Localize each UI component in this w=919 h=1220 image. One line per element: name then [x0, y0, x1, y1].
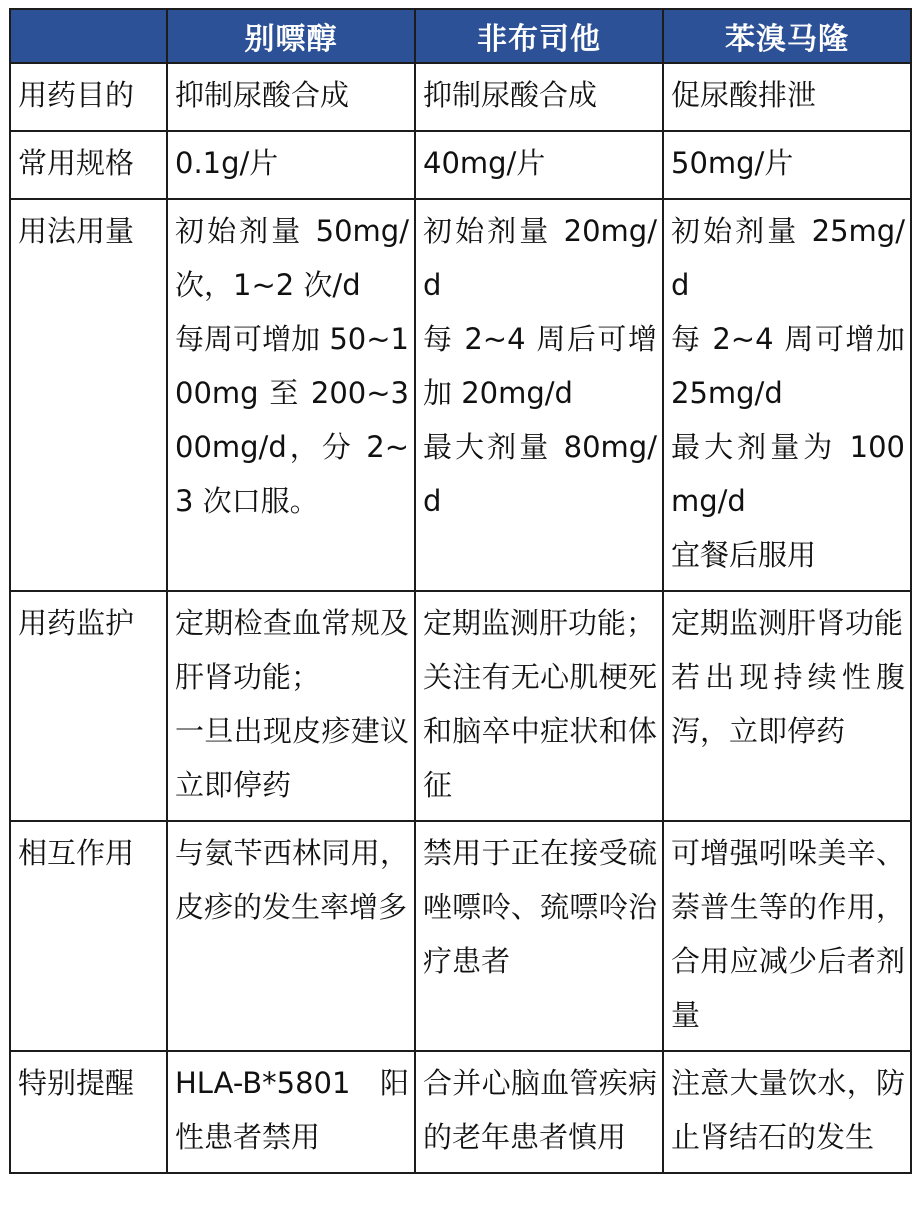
- cell-line: 最大剂量 80mg/d: [423, 430, 657, 518]
- cell-line: 禁用于正在接受硫唑嘌呤、巯嘌呤治疗患者: [423, 836, 657, 978]
- row-label-specification: 常用规格: [10, 131, 167, 199]
- cell-line: 宜餐后服用: [671, 538, 817, 572]
- table-row: [10, 131, 911, 199]
- cell-line: HLA-B*5801 阳性患者禁用: [175, 1066, 409, 1154]
- cell-line: 50mg/片: [671, 146, 794, 180]
- row-label-dosage: 用法用量: [10, 199, 167, 591]
- table-cell: [167, 131, 415, 199]
- table-cell: [415, 821, 663, 1051]
- cell-line: 促尿酸排泄: [671, 78, 817, 112]
- cell-line: 定期监测肝功能；: [423, 606, 656, 640]
- table-cell: [663, 821, 911, 1051]
- table-cell: [167, 591, 415, 821]
- cell-line: 0.1g/片: [175, 146, 279, 180]
- cell-line: 合并心脑血管疾病的老年患者慎用: [423, 1066, 657, 1154]
- table-cell: [167, 821, 415, 1051]
- table-row: [10, 821, 911, 1051]
- table-cell: [167, 63, 415, 131]
- table-cell: [663, 131, 911, 199]
- cell-line: 初始剂量 25mg/d: [671, 214, 905, 302]
- cell-line: 每周可增加 50~100mg 至 200~300mg/d，分 2~3 次口服。: [175, 322, 409, 518]
- row-label-special-reminder: 特别提醒: [10, 1051, 167, 1173]
- cell-line: 关注有无心肌梗死和脑卒中症状和体征: [423, 660, 657, 802]
- cell-line: 最大剂量为 100mg/d: [671, 430, 905, 518]
- table-cell: [663, 1051, 911, 1173]
- table-cell: [167, 199, 415, 591]
- table-cell: [415, 131, 663, 199]
- table-cell: [663, 591, 911, 821]
- cell-line: 一旦出现皮疹建议立即停药: [175, 714, 409, 802]
- cell-line: 初始剂量 20mg/d: [423, 214, 657, 302]
- header-febuxostat: 非布司他: [415, 9, 663, 63]
- cell-line: 与氨苄西林同用，皮疹的发生率增多: [175, 836, 409, 924]
- table-cell: [415, 63, 663, 131]
- header-allopurinol: 别嘌醇: [167, 9, 415, 63]
- table-cell: [415, 1051, 663, 1173]
- table-row: [10, 591, 911, 821]
- drug-comparison-table: [9, 8, 912, 1174]
- cell-line: 可增强吲哚美辛、萘普生等的作用，合用应减少后者剂量: [671, 836, 905, 1032]
- header-corner: [10, 9, 167, 63]
- table-row: [10, 63, 911, 131]
- cell-line: 定期监测肝肾功能: [671, 606, 904, 640]
- header-benzbromarone: 苯溴马隆: [663, 9, 911, 63]
- header-row: [10, 9, 911, 63]
- cell-line: 注意大量饮水，防止肾结石的发生: [671, 1066, 905, 1154]
- table-cell: [663, 63, 911, 131]
- cell-line: 40mg/片: [423, 146, 546, 180]
- cell-line: 若出现持续性腹泻，立即停药: [671, 660, 905, 748]
- row-label-purpose: 用药目的: [10, 63, 167, 131]
- cell-line: 抑制尿酸合成: [175, 78, 350, 112]
- table-cell: [663, 199, 911, 591]
- table-row: [10, 1051, 911, 1173]
- cell-line: 每 2~4 周后可增加 20mg/d: [423, 322, 657, 410]
- cell-line: 抑制尿酸合成: [423, 78, 598, 112]
- cell-line: 每 2~4 周可增加 25mg/d: [671, 322, 905, 410]
- row-label-interactions: 相互作用: [10, 821, 167, 1051]
- cell-line: 定期检查血常规及肝肾功能；: [175, 606, 409, 694]
- row-label-monitoring: 用药监护: [10, 591, 167, 821]
- table-cell: [415, 591, 663, 821]
- table-cell: [167, 1051, 415, 1173]
- table-row: [10, 199, 911, 591]
- table-cell: [415, 199, 663, 591]
- cell-line: 初始剂量 50mg/次，1~2 次/d: [175, 214, 409, 302]
